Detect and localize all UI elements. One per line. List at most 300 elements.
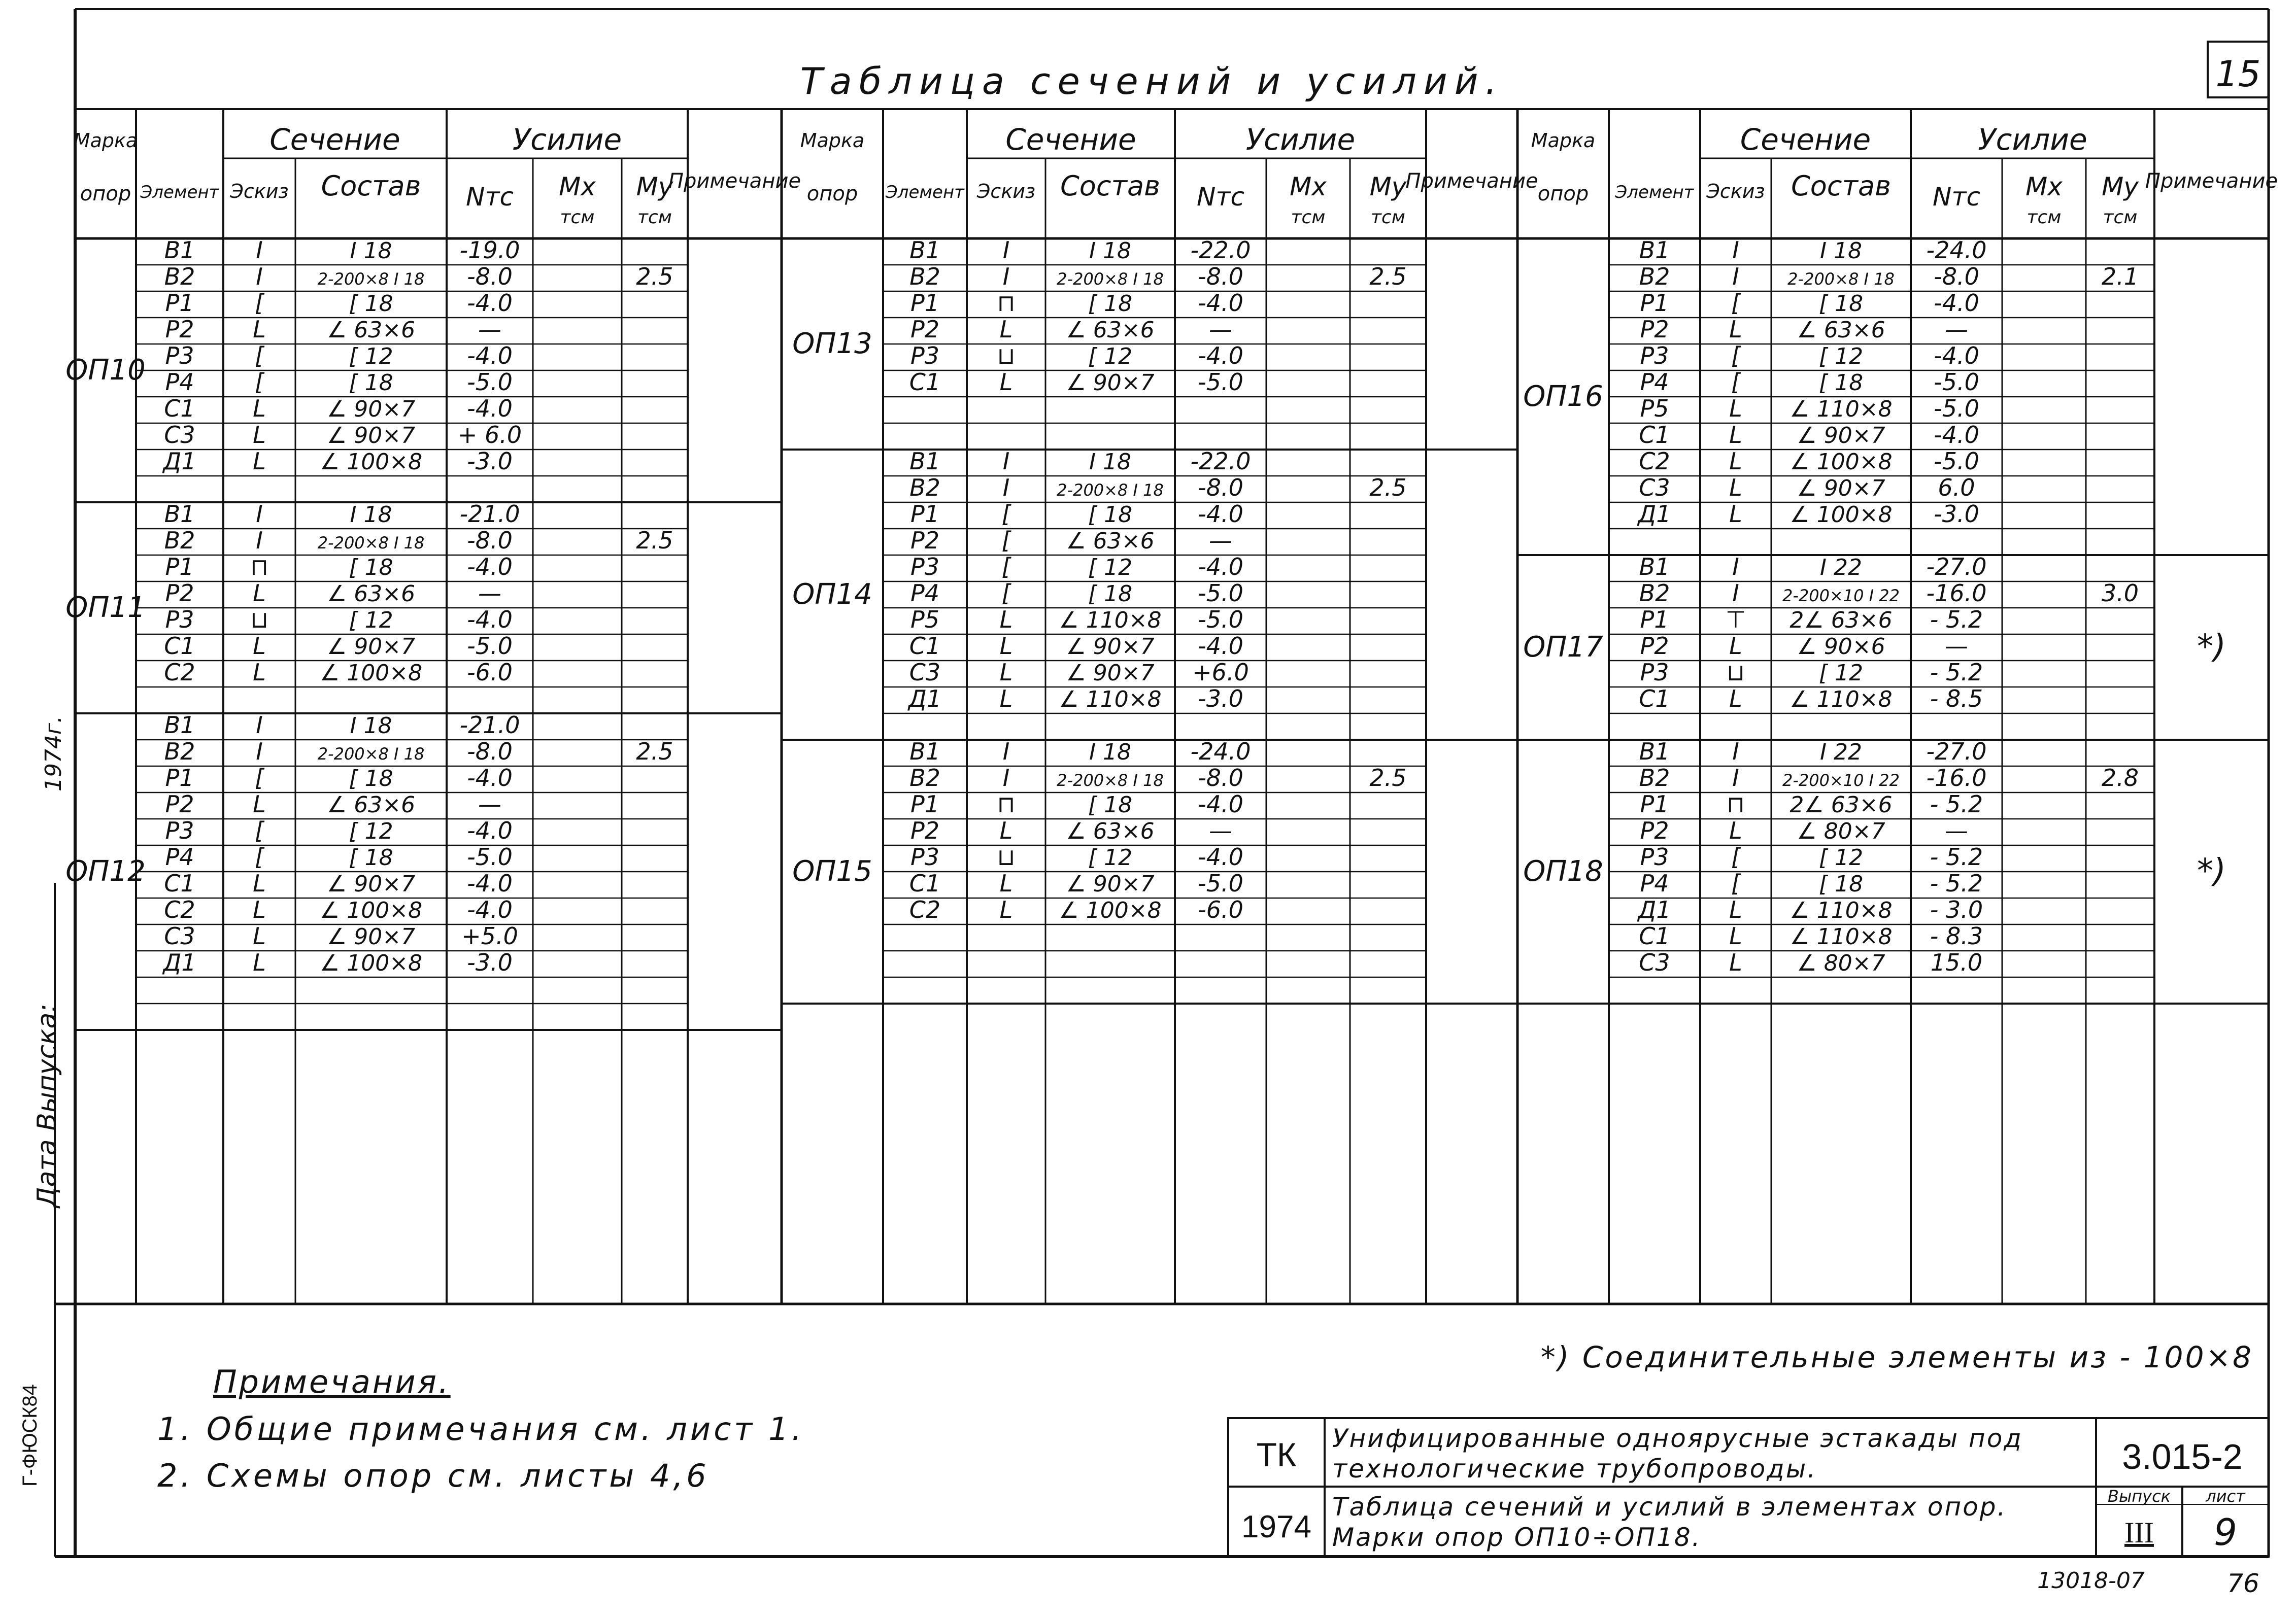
sketch-symbol: I [256, 738, 263, 765]
force-n: -5.0 [1934, 447, 1979, 475]
element-code: Р3 [910, 342, 940, 369]
force-n: — [1209, 817, 1232, 844]
section-composition: ∠ 110×8 [1789, 898, 1893, 923]
sketch-symbol: [ [255, 342, 264, 369]
sketch-symbol: L [253, 579, 266, 607]
header-mx-unit: тсм [560, 207, 595, 228]
element-code: С1 [164, 395, 195, 422]
header-marka: Марка [1531, 129, 1596, 152]
force-n: -4.0 [467, 553, 513, 580]
section-composition: I 18 [1820, 238, 1862, 264]
force-n: -21.0 [459, 500, 520, 528]
sketch-symbol: [ [255, 368, 264, 396]
sketch-symbol: [ [1731, 843, 1740, 871]
section-composition: ∠ 90×7 [1066, 660, 1155, 686]
section-composition: [ 12 [1818, 343, 1864, 369]
force-n: -5.0 [1198, 870, 1243, 897]
force-n: - 5.2 [1930, 659, 1983, 686]
page-number: 15 [2215, 53, 2261, 95]
force-n: -6.0 [467, 659, 513, 686]
sketch-symbol: I [1732, 236, 1739, 264]
moment-my: 2.1 [2101, 263, 2139, 290]
sketch-symbol: L [253, 421, 266, 449]
force-n: - 5.2 [1930, 606, 1983, 633]
element-code: Р4 [1640, 870, 1669, 897]
element-code: С3 [909, 659, 941, 686]
sketch-symbol: [ [1731, 289, 1740, 317]
issue-number: III [2124, 1516, 2154, 1549]
section-composition: ∠ 110×8 [1059, 607, 1162, 633]
force-n: -3.0 [467, 949, 513, 976]
section-composition: [ 12 [349, 343, 393, 369]
element-code: С2 [909, 896, 941, 923]
section-composition: [ 18 [349, 291, 393, 317]
element-code: В2 [164, 263, 195, 290]
force-n: — [1945, 817, 1968, 844]
sketch-symbol: L [1729, 500, 1742, 528]
element-code: С1 [1639, 922, 1670, 950]
element-code: В1 [1639, 738, 1670, 765]
sketch-symbol: L [253, 790, 266, 818]
sketch-symbol: L [1729, 922, 1742, 950]
moment-my: 2.5 [1369, 474, 1407, 501]
issue-label: Выпуск [2108, 1487, 2171, 1506]
drawing-code: 13018-07 [2037, 1568, 2145, 1594]
sketch-symbol: L [999, 870, 1013, 897]
element-code: Р2 [1640, 316, 1669, 343]
force-n: -8.0 [467, 738, 513, 765]
sketch-symbol: L [253, 447, 266, 475]
force-n: -16.0 [1926, 764, 1987, 791]
header-opor: опор [1537, 182, 1589, 205]
section-composition: [ 12 [1088, 343, 1133, 369]
element-code: Р3 [910, 843, 940, 871]
element-code: Д1 [1638, 896, 1671, 923]
force-n: -21.0 [459, 711, 520, 739]
header-my-unit: тсм [1371, 207, 1405, 228]
title-block-series: 3.015-2 [2122, 1437, 2243, 1476]
header-sostav: Состав [321, 170, 421, 202]
element-code: В1 [1639, 236, 1670, 264]
section-composition: 2-200×8 I 18 [1057, 269, 1164, 289]
force-n: - 5.2 [1930, 790, 1983, 818]
element-code: В2 [909, 474, 940, 501]
sketch-symbol: L [253, 870, 266, 897]
element-code: Р1 [1640, 606, 1669, 633]
force-n: - 5.2 [1930, 843, 1983, 871]
element-code: Р1 [910, 289, 940, 317]
moment-my: 2.5 [636, 527, 673, 554]
header-n: Nтс [465, 182, 514, 212]
force-n: -4.0 [467, 606, 513, 633]
element-code: Р4 [165, 843, 194, 871]
header-element: Элемент [1615, 182, 1694, 202]
section-composition: [ 18 [1088, 581, 1133, 607]
header-marka: Марка [73, 129, 138, 152]
header-my: My [2102, 172, 2139, 201]
sketch-symbol: [ [1001, 500, 1011, 528]
force-n: -24.0 [1926, 236, 1987, 264]
element-code: В2 [909, 764, 940, 791]
section-composition: I 18 [1089, 238, 1131, 264]
element-code: С1 [909, 368, 941, 396]
force-n: - 8.5 [1930, 685, 1983, 712]
element-code: Р2 [1640, 817, 1669, 844]
force-n: +5.0 [461, 922, 518, 950]
sketch-symbol: [ [255, 843, 264, 871]
sketch-symbol: I [256, 527, 263, 554]
force-n: -5.0 [467, 843, 513, 871]
element-code: Р3 [165, 817, 194, 844]
notes-title: Примечания. [213, 1363, 451, 1400]
element-code: В2 [164, 527, 195, 554]
sketch-symbol: I [1732, 579, 1739, 607]
force-n: -4.0 [1934, 342, 1979, 369]
section-composition: [ 12 [349, 607, 393, 633]
sketch-symbol: I [1002, 764, 1010, 791]
element-code: Р1 [1640, 790, 1669, 818]
header-sechenie: Сечение [1740, 122, 1871, 157]
section-composition: ∠ 63×6 [1066, 818, 1155, 844]
element-code: С2 [164, 659, 195, 686]
force-n: — [478, 790, 501, 818]
force-n: -4.0 [1198, 553, 1243, 580]
section-composition: [ 12 [1818, 845, 1864, 871]
force-n: -4.0 [1198, 843, 1243, 871]
sketch-symbol: L [999, 368, 1013, 396]
element-code: С3 [1639, 474, 1670, 501]
element-code: Р4 [165, 368, 194, 396]
force-n: -4.0 [467, 764, 513, 791]
sketch-symbol: [ [1731, 342, 1740, 369]
section-composition: ∠ 100×8 [1789, 449, 1893, 475]
element-code: Д1 [163, 447, 196, 475]
sketch-symbol: L [999, 632, 1013, 660]
group-note: *) [2197, 628, 2226, 666]
element-code: Р1 [165, 289, 194, 317]
section-composition: 2-200×10 I 22 [1782, 771, 1900, 790]
title-block-sheet-title: Таблица сечений и усилий в элементах опор. Марки опор ОП10÷ОП18. [1332, 1492, 2007, 1552]
section-composition: [ 18 [1818, 291, 1864, 317]
sketch-symbol: ⊓ [1727, 790, 1745, 818]
header-n: Nтс [1932, 182, 1981, 212]
header-sostav: Состав [1791, 170, 1891, 202]
element-code: Р2 [910, 316, 940, 343]
force-n: -5.0 [467, 368, 513, 396]
section-composition: [ 12 [1818, 660, 1864, 686]
sketch-symbol: L [1729, 817, 1742, 844]
header-sostav: Состав [1060, 170, 1160, 202]
force-n: -27.0 [1926, 738, 1987, 765]
force-n: -5.0 [1198, 368, 1243, 396]
sketch-symbol: [ [1001, 579, 1011, 607]
header-eskiz: Эскиз [230, 180, 289, 202]
header-my-unit: тсм [637, 207, 672, 228]
section-composition: I 22 [1820, 555, 1862, 580]
sketch-symbol: ⊔ [997, 843, 1016, 871]
element-code: Р2 [165, 579, 194, 607]
sketch-symbol: [ [255, 817, 264, 844]
header-n: Nтс [1196, 182, 1245, 212]
element-code: В2 [1639, 764, 1670, 791]
header-primechanie: Примечание [668, 169, 801, 193]
header-usilie: Усилие [1245, 122, 1356, 157]
section-composition: I 18 [350, 713, 392, 739]
header-my: My [1369, 172, 1407, 201]
section-composition: ∠ 90×7 [1797, 423, 1885, 449]
section-composition: I 18 [350, 502, 392, 528]
title-block-project: Унифицированные одноярусные эстакады под технологические трубопроводы. [1332, 1424, 2023, 1484]
section-composition: ∠ 63×6 [326, 317, 416, 343]
force-n: -24.0 [1190, 738, 1251, 765]
section-composition: ∠ 100×8 [1059, 898, 1162, 923]
header-opor: опор [80, 182, 131, 205]
sketch-symbol: L [1729, 685, 1742, 712]
support-mark: ОП12 [65, 855, 146, 888]
force-n: — [1945, 316, 1968, 343]
force-n: -8.0 [467, 527, 513, 554]
header-mx: Mx [559, 172, 596, 201]
sketch-symbol: L [999, 896, 1013, 923]
force-n: -4.0 [1198, 500, 1243, 528]
element-code: С1 [1639, 685, 1670, 712]
element-code: С2 [164, 896, 195, 923]
force-n: -19.0 [459, 236, 520, 264]
force-n: -4.0 [1934, 421, 1979, 449]
header-opor: опор [806, 182, 858, 205]
sketch-symbol: L [1729, 896, 1742, 923]
moment-my: 2.5 [636, 738, 673, 765]
header-mx: Mx [1290, 172, 1327, 201]
section-composition: [ 18 [349, 845, 393, 871]
support-mark: ОП18 [1523, 855, 1603, 888]
header-mx-unit: тсм [2027, 207, 2062, 228]
force-n: -5.0 [1934, 368, 1979, 396]
section-composition: 2-200×8 I 18 [1057, 480, 1164, 500]
support-mark: ОП11 [65, 591, 146, 624]
sketch-symbol: ⊔ [997, 342, 1016, 369]
element-code: Д1 [163, 949, 196, 976]
section-composition: I 22 [1820, 739, 1862, 765]
date-stamp: Дата Выпуска: [32, 1003, 62, 1208]
sheet-number: 9 [2214, 1511, 2237, 1554]
section-composition: [ 18 [349, 555, 393, 580]
header-sechenie: Сечение [1005, 122, 1136, 157]
element-code: С1 [909, 632, 941, 660]
force-n: -5.0 [467, 632, 513, 660]
force-n: -4.0 [1198, 342, 1243, 369]
section-composition: 2-200×8 I 18 [317, 744, 425, 764]
sheet-label: лист [2206, 1487, 2245, 1506]
force-n: -4.0 [1198, 790, 1243, 818]
section-composition: [ 12 [1088, 555, 1133, 580]
element-code: Р2 [165, 316, 194, 343]
page-title: Таблица сечений и усилий. [800, 60, 1504, 102]
header-usilie: Усилие [512, 122, 622, 157]
sketch-symbol: [ [1731, 870, 1740, 897]
force-n: -4.0 [467, 870, 513, 897]
section-composition: ∠ 90×7 [326, 396, 416, 422]
section-composition: ∠ 90×7 [1066, 871, 1155, 897]
header-element: Элемент [140, 182, 219, 202]
sketch-symbol: ⊔ [250, 606, 268, 633]
sketch-symbol: L [1729, 395, 1742, 422]
section-composition: 2-200×8 I 18 [1057, 771, 1164, 790]
inventory-stamp: Г-ФЮСК84 [19, 1384, 41, 1487]
element-code: В2 [1639, 263, 1670, 290]
element-code: С1 [164, 632, 195, 660]
note-item-2: 2. Схемы опор см. листы 4,6 [157, 1457, 710, 1494]
sketch-symbol: L [999, 316, 1013, 343]
section-composition: 2-200×8 I 18 [1787, 269, 1895, 289]
force-n: +6.0 [1192, 659, 1249, 686]
sketch-symbol: L [253, 949, 266, 976]
element-code: С2 [1639, 447, 1670, 475]
element-code: В2 [1639, 579, 1670, 607]
sketch-symbol: L [253, 632, 266, 660]
section-composition: I 18 [1089, 449, 1131, 475]
year-stamp: 1974г. [41, 715, 66, 791]
support-mark: ОП13 [792, 327, 872, 360]
sketch-symbol: L [999, 659, 1013, 686]
element-code: Р2 [1640, 632, 1669, 660]
element-code: В2 [164, 738, 195, 765]
sketch-symbol: L [1729, 421, 1742, 449]
element-code: Р3 [165, 342, 194, 369]
element-code: Р2 [165, 790, 194, 818]
force-n: -5.0 [1198, 579, 1243, 607]
force-n: - 5.2 [1930, 870, 1983, 897]
element-code: С1 [164, 870, 195, 897]
section-composition: 2∠ 63×6 [1789, 607, 1893, 633]
element-code: В1 [1639, 553, 1670, 580]
element-code: В1 [164, 711, 195, 739]
force-n: -8.0 [467, 263, 513, 290]
force-n: -8.0 [1198, 764, 1243, 791]
section-composition: ∠ 90×7 [1066, 370, 1155, 396]
element-code: Р5 [1640, 395, 1669, 422]
sketch-symbol: I [1732, 738, 1739, 765]
force-n: -8.0 [1934, 263, 1979, 290]
force-n: -4.0 [467, 395, 513, 422]
force-n: -4.0 [467, 289, 513, 317]
element-code: В1 [909, 447, 940, 475]
force-n: -8.0 [1198, 474, 1243, 501]
note-item-1: 1. Общие примечания см. лист 1. [157, 1410, 805, 1448]
sketch-symbol: [ [255, 764, 264, 791]
sketch-symbol: L [253, 316, 266, 343]
element-code: Р3 [1640, 342, 1669, 369]
section-composition: [ 12 [1088, 845, 1133, 871]
header-eskiz: Эскиз [1706, 180, 1765, 202]
section-composition: ∠ 80×7 [1797, 950, 1885, 976]
element-code: Р1 [910, 790, 940, 818]
section-composition: ∠ 90×6 [1797, 634, 1885, 660]
element-code: Р4 [1640, 368, 1669, 396]
sketch-symbol: [ [255, 289, 264, 317]
moment-my: 3.0 [2101, 579, 2139, 607]
section-composition: ∠ 63×6 [326, 792, 416, 818]
section-composition: [ 18 [1818, 871, 1864, 897]
element-code: Д1 [908, 685, 942, 712]
section-composition: ∠ 63×6 [1066, 528, 1155, 554]
sketch-symbol: L [1729, 949, 1742, 976]
sketch-symbol: ⊓ [997, 289, 1016, 317]
force-n: + 6.0 [457, 421, 522, 449]
element-code: С3 [1639, 949, 1670, 976]
sketch-symbol: I [256, 711, 263, 739]
force-n: -3.0 [467, 447, 513, 475]
section-composition: 2-200×8 I 18 [317, 269, 425, 289]
section-composition: ∠ 110×8 [1789, 686, 1893, 712]
element-code: Р1 [165, 764, 194, 791]
section-composition: I 18 [350, 238, 392, 264]
sketch-symbol: I [1002, 447, 1010, 475]
element-code: Р3 [165, 606, 194, 633]
moment-my: 2.5 [1369, 263, 1407, 290]
connecting-elements-footnote: *) Соединительные элементы из - 100×8 [1540, 1340, 2253, 1374]
force-n: - 3.0 [1930, 896, 1983, 923]
element-code: С3 [164, 421, 195, 449]
sketch-symbol: L [1729, 447, 1742, 475]
force-n: 15.0 [1930, 949, 1983, 976]
sketch-symbol: I [256, 236, 263, 264]
force-n: -5.0 [1198, 606, 1243, 633]
sketch-symbol: I [256, 263, 263, 290]
section-composition: [ 12 [349, 818, 393, 844]
force-n: -4.0 [1198, 632, 1243, 660]
section-composition: 2-200×8 I 18 [317, 533, 425, 553]
force-n: -4.0 [467, 896, 513, 923]
force-n: -4.0 [467, 817, 513, 844]
moment-my: 2.5 [636, 263, 673, 290]
force-n: 6.0 [1938, 474, 1975, 501]
header-primechanie: Примечание [2145, 169, 2278, 193]
element-code: Р4 [910, 579, 940, 607]
sketch-symbol: L [999, 606, 1013, 633]
force-n: — [478, 316, 501, 343]
section-composition: ∠ 80×7 [1797, 818, 1885, 844]
force-n: -4.0 [1934, 289, 1979, 317]
sketch-symbol: L [1729, 474, 1742, 501]
section-composition: ∠ 100×8 [319, 898, 423, 923]
section-composition: ∠ 63×6 [1797, 317, 1885, 343]
sketch-symbol: I [1732, 764, 1739, 791]
force-n: -27.0 [1926, 553, 1987, 580]
force-n: — [1209, 527, 1232, 554]
sketch-symbol: I [1732, 553, 1739, 580]
element-code: Р1 [165, 553, 194, 580]
sketch-symbol: I [256, 500, 263, 528]
section-composition: ∠ 100×8 [319, 950, 423, 976]
sketch-symbol: [ [1001, 553, 1011, 580]
sketch-symbol: [ [1001, 527, 1011, 554]
element-code: В1 [909, 738, 940, 765]
sketch-symbol: ⊔ [1727, 659, 1745, 686]
sketch-symbol: L [253, 395, 266, 422]
sketch-symbol: I [1002, 474, 1010, 501]
section-composition: ∠ 90×7 [326, 924, 416, 950]
sketch-symbol: L [999, 685, 1013, 712]
header-primechanie: Примечание [1405, 169, 1538, 193]
section-composition: [ 18 [1088, 291, 1133, 317]
force-n: -5.0 [1934, 395, 1979, 422]
element-code: Р1 [1640, 289, 1669, 317]
support-mark: ОП17 [1523, 631, 1603, 664]
sketch-symbol: I [1002, 236, 1010, 264]
section-composition: ∠ 90×7 [1797, 475, 1885, 501]
support-mark: ОП16 [1523, 380, 1603, 413]
